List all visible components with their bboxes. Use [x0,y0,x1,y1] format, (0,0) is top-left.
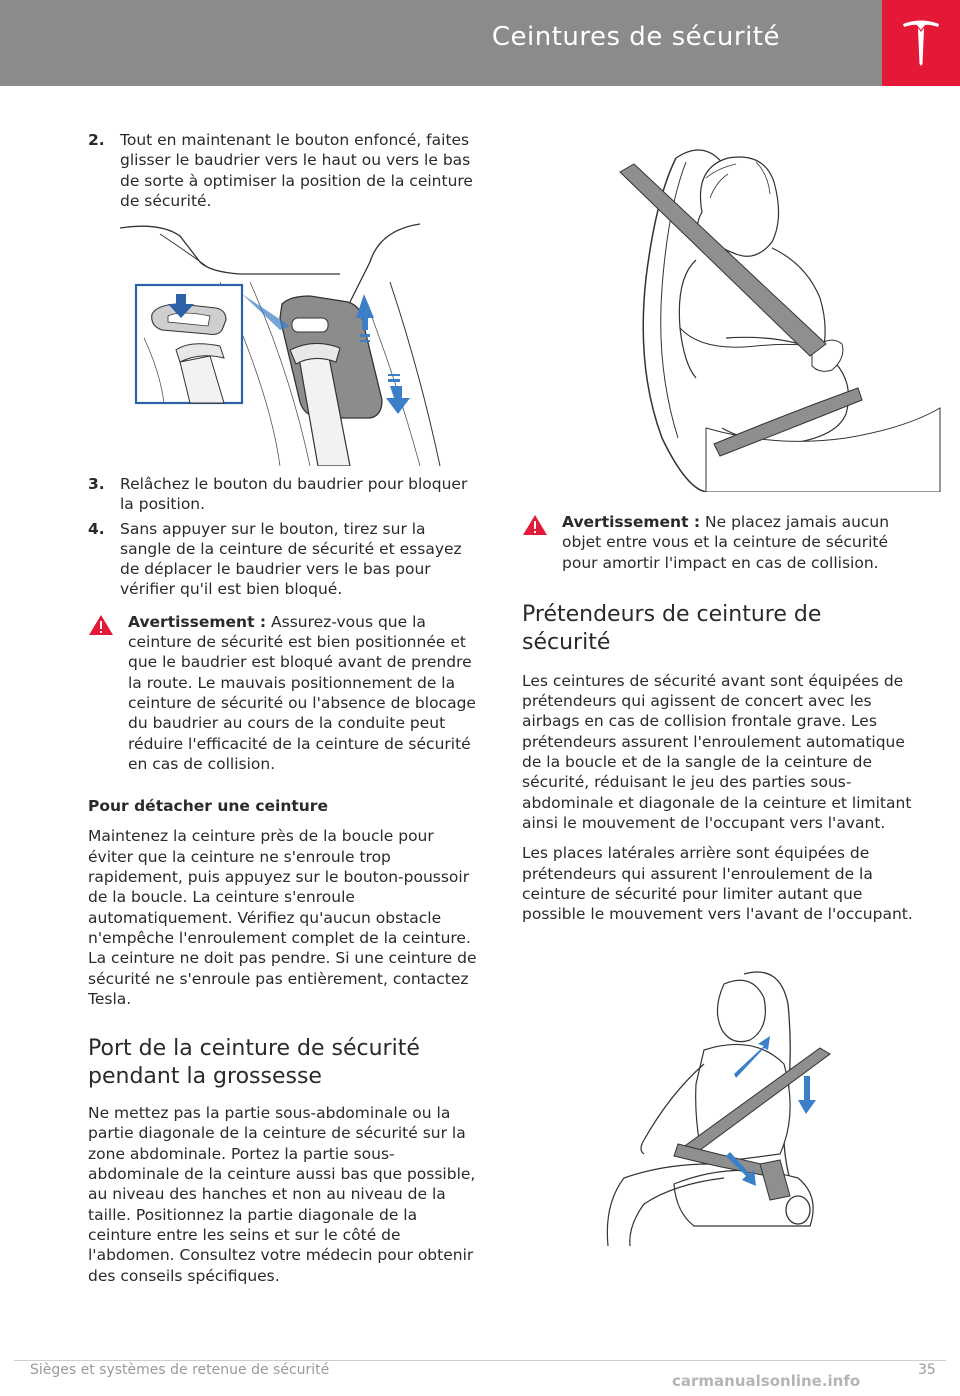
step-number: 4. [88,519,105,538]
left-column-middle [88,474,480,1286]
detach-paragraph: Maintenez la ceinture près de la boucle pour éviter que la ceinture ne s'enroule trop rapidement, puis appuyez sur le bouton-poussoir de la boucle. La ceinture s'enroule automatiquement. Vérifiez qu'aucun obstacle n'empêche l'enroulement complet de la ceinture. La ceinture ne doit pas pendre. Si une ceinture de sécurité ne s'enroule pas entièrement, contactez Tesla. [88,827,477,1008]
step-2 [88,130,480,211]
warning-block [88,612,480,774]
step-text: Sans appuyer sur le bouton, tirez sur la sangle de la ceinture de sécurité et essayez de déplacer le baudrier vers le bas pour vérifier qu'il est bien bloqué. [120,519,462,599]
step-text: Relâchez le bouton du baudrier pour bloquer la position. [120,475,468,514]
step-3 [88,474,480,515]
header-bar [0,0,882,86]
pretensioner-heading: Prétendeurs de ceinture de sécurité [522,601,822,655]
step-text: Tout en maintenant le bouton enfoncé, faites glisser le baudrier vers le haut ou vers le bas de sorte à optimiser la position de la ceinture de sécurité. [120,131,473,210]
step-4 [88,519,480,600]
warning-icon [522,512,562,573]
warning-block [522,512,914,573]
warning-label: Avertissement : [562,513,701,531]
shoulder-anchor-illustration [120,222,450,466]
warning-text: Ne placez jamais aucun objet entre vous et la ceinture de sécurité pour amortir l'impact en cas de collision. [562,513,890,572]
watermark: carmanualsonline.info [672,1372,861,1390]
pretensioner-paragraph-2: Les places latérales arrière sont équipées de prétendeurs qui assurent l'enroulement de la ceinture de sécurité pour limiter autant que possible le mouvement vers l'avant de l'occupant. [522,844,913,924]
warning-text-block [128,612,480,774]
left-column-top [88,130,480,215]
warning-text-block [562,512,914,573]
pregnancy-paragraph: Ne mettez pas la partie sous-abdominale ou la partie diagonale de la ceinture de sécurité sur la zone abdominale. Portez la partie sous-abdominale de la ceinture aussi bas que possible, au niveau des hanches et non au niveau de la taille. Positionnez la partie diagonale de la ceinture entre les seins et sur le côté de l'abdomen. Consultez votre médecin pour obtenir des conseils spécifiques. [88,1104,476,1285]
pretensioner-occupant-illustration [584,964,844,1246]
pregnancy-heading: Port de la ceinture de sécurité pendant la grossesse [88,1036,420,1090]
page-number: 35 [918,1362,936,1378]
detach-heading: Pour détacher une ceinture [88,797,328,816]
step-number: 2. [88,131,105,149]
tesla-logo-icon [901,18,941,66]
footer-section-title: Sièges et systèmes de retenue de sécurité [30,1362,330,1378]
warning-icon [88,612,128,774]
pretensioner-paragraph-1: Les ceintures de sécurité avant sont équipées de prétendeurs qui agissent de concert avec les airbags en cas de collision frontale grave. Les prétendeurs assurent l'enroulement automatique de la boucle et de la sangle de la ceinture de sécurité, réduisant le jeu des parties sous-abdominale et diagonale de la ceinture et limitant ainsi le mouvement de l'occupant vers l'avant. [522,671,912,832]
warning-label: Avertissement : [128,612,267,631]
tesla-logo [882,0,960,86]
page-title: Ceintures de sécurité [491,22,780,52]
step-number: 3. [88,475,105,493]
pregnant-woman-seatbelt-illustration [606,138,946,492]
footer-divider [14,1360,946,1361]
warning-text: Assurez-vous que la ceinture de sécurité est bien positionnée et que le baudrier est bloqué avant de prendre la route. Le mauvais positionnement de la ceinture de sécurité ou l'absence de blocage du baudrier au cours de la conduite peut réduire l'efficacité de la ceinture de sécurité en cas de collision. [128,612,476,773]
right-column [522,512,914,924]
